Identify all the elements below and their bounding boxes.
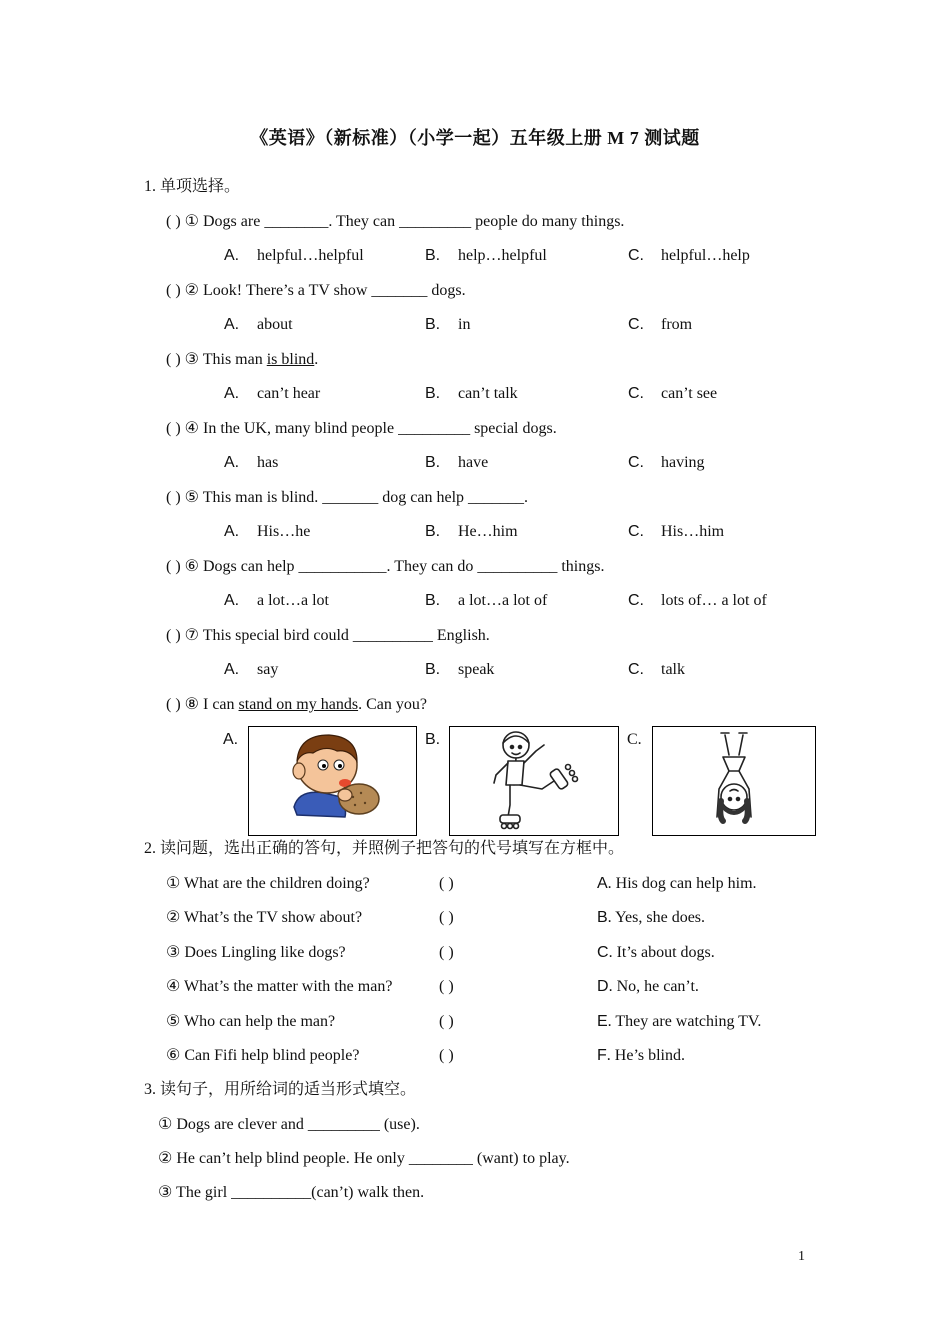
answer-paren[interactable]: ( ) [166, 489, 181, 506]
page-number: 1 [798, 1249, 805, 1264]
option-b-label: B. [425, 316, 441, 333]
option-b-text: He…him [458, 523, 518, 540]
question-number: ⑧ [184, 696, 199, 713]
option-text: . They are watching TV. [607, 1013, 762, 1030]
question-number: ⑦ [184, 627, 199, 644]
answer-paren[interactable]: ( ) [166, 282, 181, 299]
option-a-label: A. [224, 247, 240, 264]
match-question-5: ⑤ Who can help the man? [166, 1013, 336, 1030]
match-question-3: ③ Does Lingling like dogs? [166, 944, 346, 961]
match-answer-box-2[interactable]: ( ) [439, 909, 454, 926]
option-a-text: say [257, 661, 279, 678]
answer-paren[interactable]: ( ) [166, 420, 181, 437]
fill-item-2: ② He can’t help blind people. He only ________ (want) to play. [158, 1150, 570, 1167]
option-b-text: have [458, 454, 489, 471]
option-a-label: A. [224, 592, 240, 609]
question-text: This man is blind. _______ dog can help _______. [202, 489, 529, 506]
question-text: This man [202, 351, 267, 368]
option-b-text: can’t talk [458, 385, 518, 402]
section3-heading: 3. 读句子，用所给词的适当形式填空。 [144, 1081, 417, 1098]
option-b-text: in [458, 316, 471, 333]
option-a-text: His…he [257, 523, 311, 540]
option-letter: A [597, 875, 608, 892]
option-a-text: about [257, 316, 293, 333]
answer-paren[interactable]: ( ) [166, 351, 181, 368]
question-6 [166, 557, 604, 577]
option-letter: E [597, 1013, 608, 1030]
question-number: ① [184, 213, 199, 230]
option-a-text: helpful…helpful [257, 247, 364, 264]
option-b-label: B. [425, 731, 441, 748]
match-question-1: ① What are the children doing? [166, 875, 370, 892]
match-answer-box-4[interactable]: ( ) [439, 978, 454, 995]
fill-item-3: ③ The girl __________(can’t) walk then. [158, 1184, 425, 1201]
option-c-label: C. [628, 247, 644, 264]
match-option-3 [597, 943, 715, 963]
option-b-label: B. [425, 454, 441, 471]
option-b-picture[interactable] [449, 726, 619, 836]
option-text: . Yes, she does. [607, 909, 706, 926]
option-a-label: A. [224, 454, 240, 471]
section1-heading: 1. 单项选择。 [144, 178, 241, 195]
option-text: . He’s blind. [606, 1047, 685, 1064]
option-b-label: B. [425, 592, 441, 609]
match-option-5 [597, 1012, 761, 1032]
option-c-text: having [661, 454, 705, 471]
question-number: ② [184, 282, 199, 299]
option-a-label: A. [224, 385, 240, 402]
option-a-label: A. [223, 731, 239, 748]
question-text: Dogs are ________. They can _________ people do many things. [203, 213, 625, 230]
option-c-label: C. [628, 316, 644, 333]
question-number: ⑥ [184, 558, 199, 575]
option-b-label: B. [425, 661, 441, 678]
underlined-phrase: is blind [266, 351, 315, 368]
match-option-2 [597, 908, 705, 928]
question-number: ⑤ [184, 489, 199, 506]
option-text: . It’s about dogs. [608, 944, 715, 961]
option-a-label: A. [224, 661, 240, 678]
boy-eating-icon [249, 727, 416, 835]
match-answer-box-1[interactable]: ( ) [439, 875, 454, 892]
option-b-label: B. [425, 523, 441, 540]
option-b-label: B. [425, 247, 441, 264]
option-letter: B [597, 909, 608, 926]
question-text: Look! There’s a TV show _______ dogs. [203, 282, 466, 299]
option-c-label: C. [628, 385, 644, 402]
option-a-label: A. [224, 523, 240, 540]
option-a-text: has [257, 454, 279, 471]
question-text-end: . Can you? [358, 696, 427, 713]
question-2 [166, 281, 466, 301]
skating-kid-icon [450, 727, 618, 835]
question-number: ③ [184, 351, 199, 368]
match-answer-box-5[interactable]: ( ) [439, 1013, 454, 1030]
answer-paren[interactable]: ( ) [166, 213, 181, 230]
option-a-picture[interactable] [248, 726, 417, 836]
match-question-2: ② What’s the TV show about? [166, 909, 363, 926]
question-text: I can [203, 696, 239, 713]
option-c-text: lots of… a lot of [661, 592, 767, 609]
fill-item-1: ① Dogs are clever and _________ (use). [158, 1116, 420, 1133]
answer-paren[interactable]: ( ) [166, 696, 181, 713]
option-c-text: His…him [661, 523, 725, 540]
question-4 [166, 419, 557, 439]
option-c-text: talk [661, 661, 685, 678]
question-number: ④ [184, 420, 199, 437]
handstand-girl-icon [653, 727, 815, 835]
answer-paren[interactable]: ( ) [166, 558, 181, 575]
option-c-label: C. [628, 523, 644, 540]
answer-paren[interactable]: ( ) [166, 627, 181, 644]
match-question-6: ⑥ Can Fifi help blind people? [166, 1047, 360, 1064]
option-c-text: from [661, 316, 693, 333]
option-c-label: C. [628, 661, 644, 678]
option-c-label: C. [628, 592, 644, 609]
match-option-4 [597, 977, 699, 997]
question-3 [166, 350, 318, 370]
option-c-text: helpful…help [661, 247, 750, 264]
option-b-text: help…helpful [458, 247, 547, 264]
section2-heading: 2. 读问题，选出正确的答句，并照例子把答句的代号填写在方框中。 [144, 840, 625, 857]
option-letter: C [597, 944, 609, 961]
option-a-text: can’t hear [257, 385, 321, 402]
option-letter: F [597, 1047, 607, 1064]
question-8 [166, 695, 427, 715]
question-text: In the UK, many blind people _________ special dogs. [203, 420, 557, 437]
underlined-phrase: stand on my hands [238, 696, 359, 713]
match-answer-box-3[interactable]: ( ) [439, 944, 454, 961]
option-a-label: A. [224, 316, 240, 333]
option-a-text: a lot…a lot [257, 592, 329, 609]
match-option-1 [597, 874, 757, 894]
option-b-text: speak [458, 661, 495, 678]
question-1 [166, 212, 624, 232]
match-answer-box-6[interactable]: ( ) [439, 1047, 454, 1064]
option-text: . His dog can help him. [607, 875, 757, 892]
question-5 [166, 488, 528, 508]
option-b-label: B. [425, 385, 441, 402]
option-c-label: C. [627, 731, 642, 748]
question-text-end: . [314, 351, 319, 368]
question-7 [166, 626, 490, 646]
option-c-text: can’t see [661, 385, 718, 402]
question-text: Dogs can help ___________. They can do __________ things. [203, 558, 605, 575]
option-b-text: a lot…a lot of [458, 592, 548, 609]
option-text: . No, he can’t. [608, 978, 699, 995]
option-c-label: C. [628, 454, 644, 471]
page-title: 《英语》（新标准）（小学一起）五年级上册 M 7 测试题 [250, 128, 700, 148]
match-option-6 [597, 1046, 685, 1066]
match-question-4: ④ What’s the matter with the man? [166, 978, 393, 995]
option-c-picture[interactable] [652, 726, 816, 836]
question-text: This special bird could __________ English. [202, 627, 490, 644]
option-letter: D [597, 978, 609, 995]
